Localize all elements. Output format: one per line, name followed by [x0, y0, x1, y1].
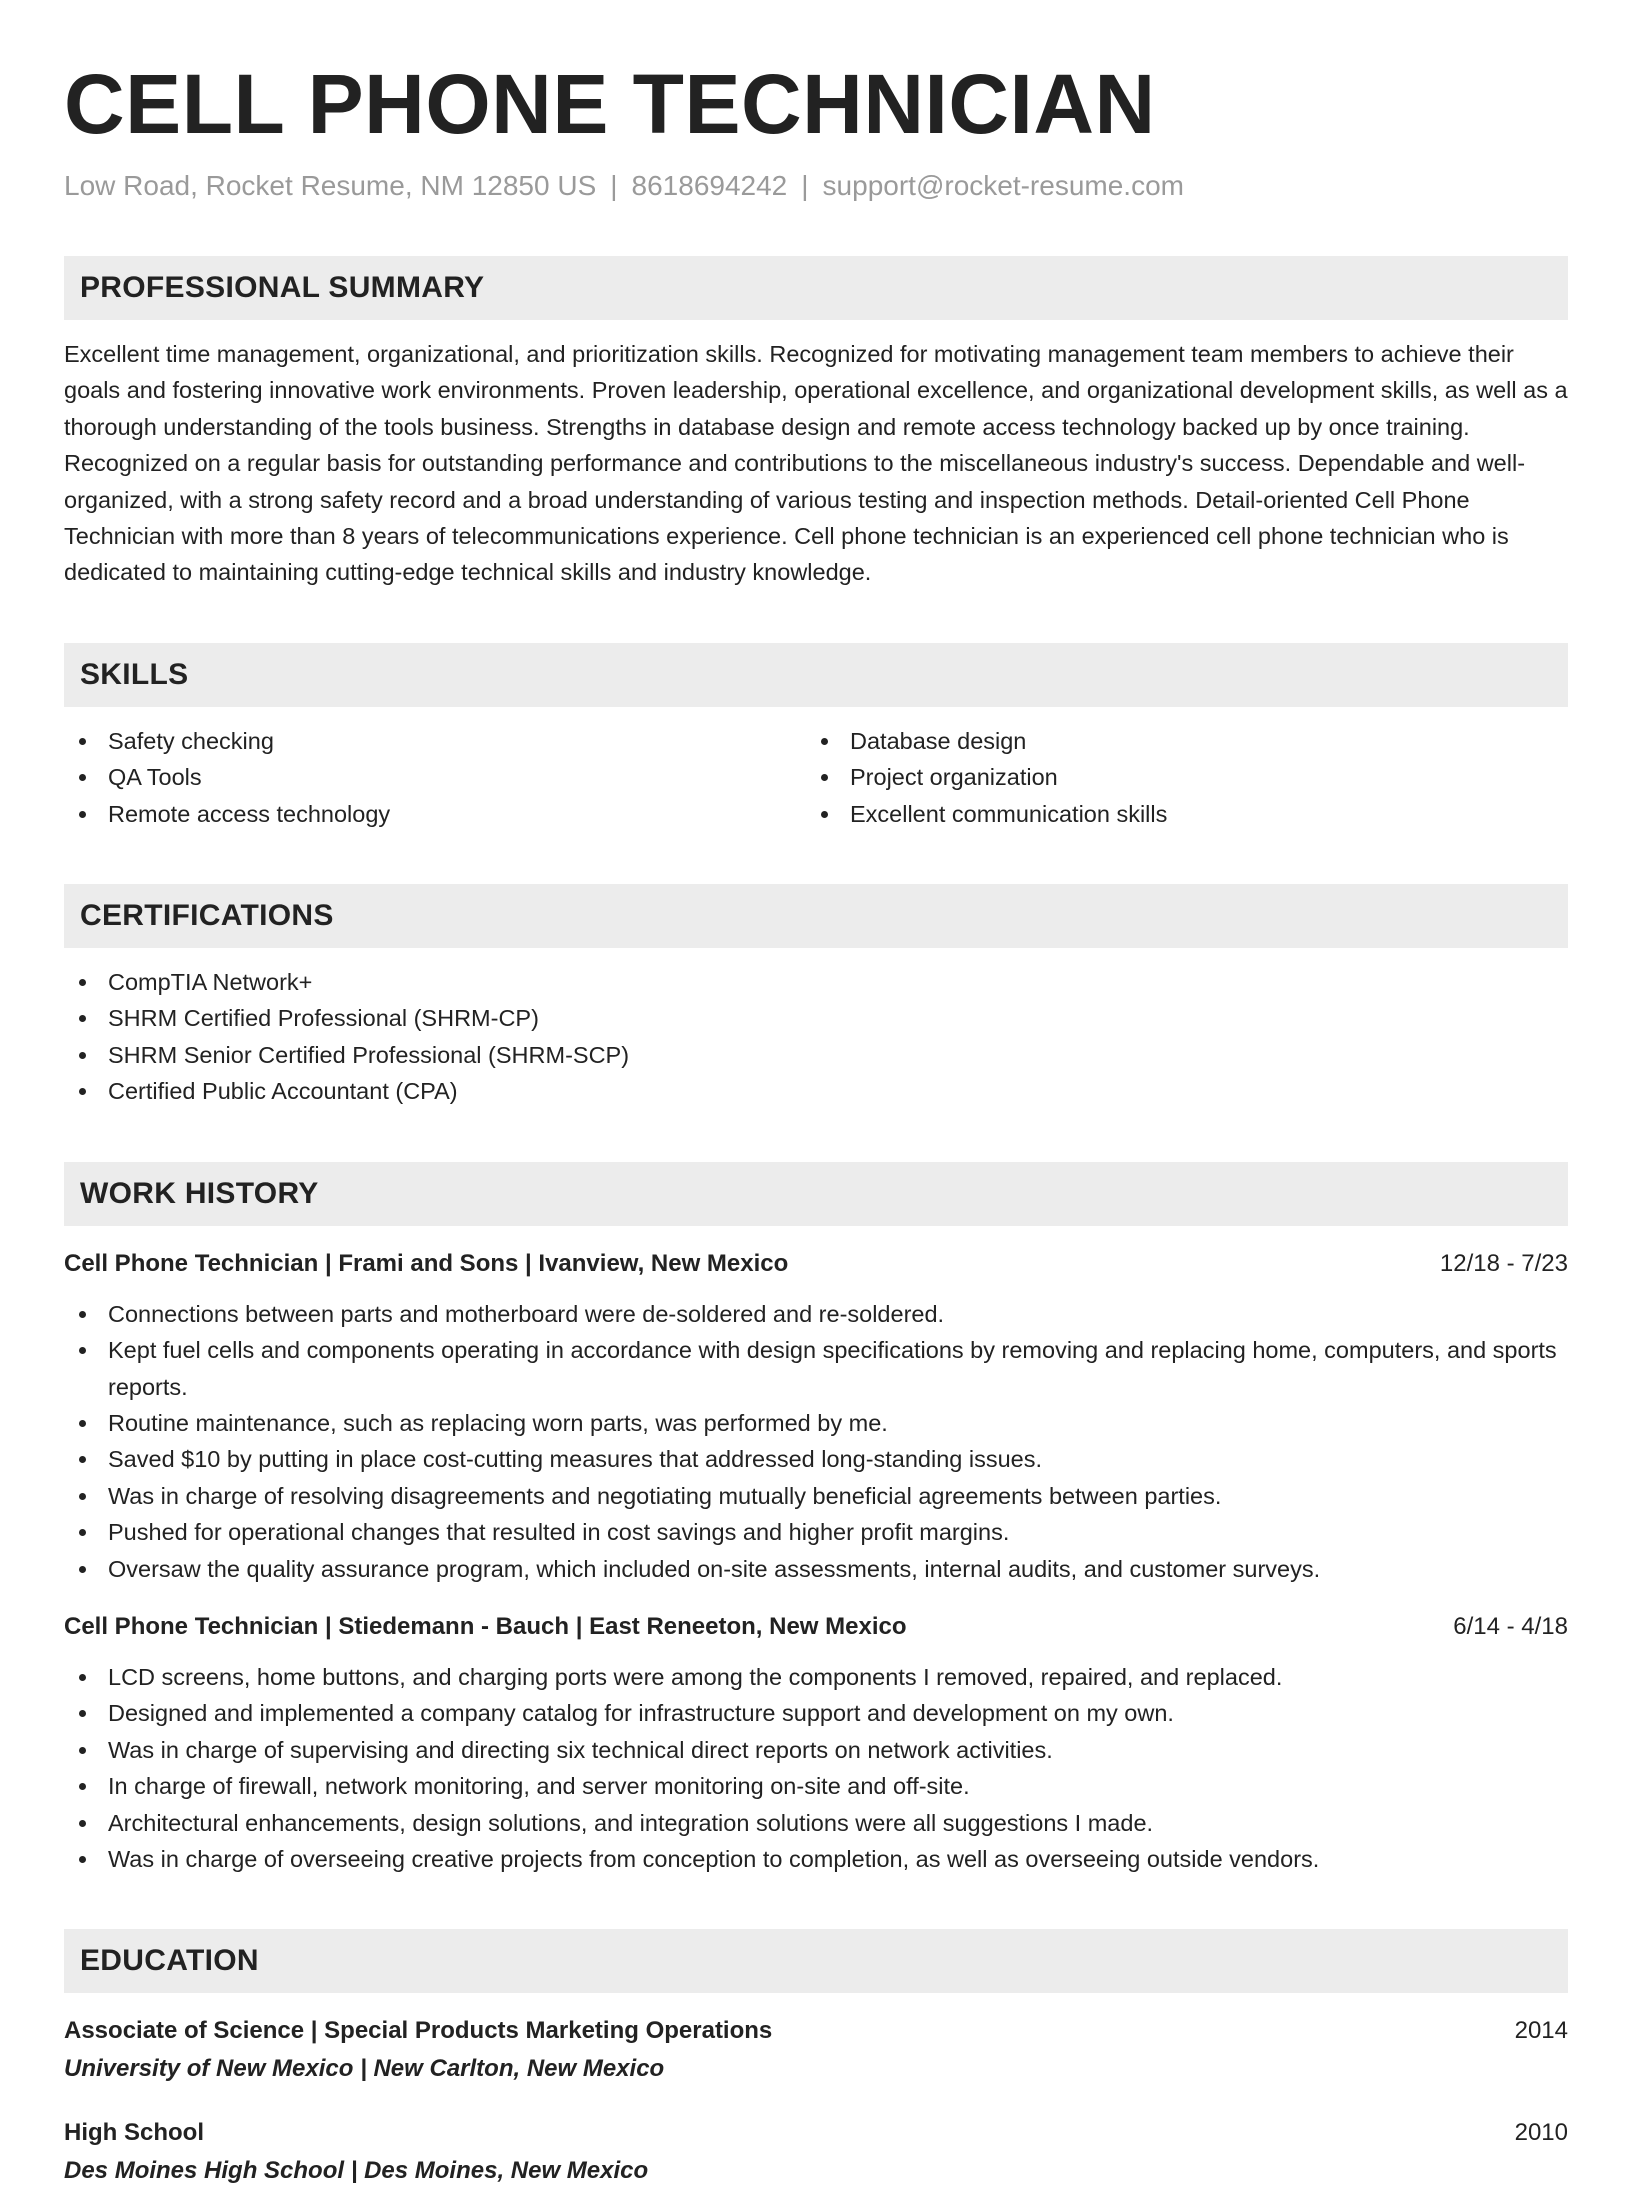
skill-item: Safety checking	[64, 723, 806, 759]
job-duty: LCD screens, home buttons, and charging ports were among the components I removed, repaired, and replaced.	[64, 1659, 1568, 1695]
contact-phone: 8618694242	[631, 170, 788, 201]
job-duty: Was in charge of resolving disagreements and negotiating mutually beneficial agreements between parties.	[64, 1478, 1568, 1514]
job-entry	[64, 1246, 1568, 1587]
section-header-skills: SKILLS	[64, 643, 1568, 707]
section-header-summary: PROFESSIONAL SUMMARY	[64, 256, 1568, 320]
candidate-name: CELL PHONE TECHNICIAN	[64, 57, 1156, 151]
skill-item: Excellent communication skills	[806, 796, 1548, 832]
section-header-certifications: CERTIFICATIONS	[64, 884, 1568, 948]
education-heading-row	[64, 2013, 1568, 2049]
resume-page	[64, 0, 1568, 2191]
job-heading-row	[64, 1246, 1568, 1282]
job-entry	[64, 1609, 1568, 1877]
certifications-list	[64, 964, 1568, 1110]
job-duty: Architectural enhancements, design solutions, and integration solutions were all suggestions I made.	[64, 1805, 1568, 1841]
certification-item: Certified Public Accountant (CPA)	[64, 1073, 1568, 1109]
contact-separator: |	[801, 170, 809, 201]
job-dates: 12/18 - 7/23	[1439, 1249, 1568, 1277]
certification-item: SHRM Certified Professional (SHRM-CP)	[64, 1000, 1568, 1036]
skills-list	[64, 723, 1568, 832]
skill-item: Project organization	[806, 759, 1548, 795]
section-header-education: EDUCATION	[64, 1929, 1568, 1993]
skills-column-right	[806, 723, 1548, 832]
skill-item: Database design	[806, 723, 1548, 759]
job-duty: In charge of firewall, network monitoring, and server monitoring on-site and off-site.	[64, 1768, 1568, 1804]
education-school: University of New Mexico | New Carlton, New Mexico	[64, 2055, 665, 2083]
job-duties-list	[64, 1659, 1568, 1877]
job-title: Cell Phone Technician | Frami and Sons | Ivanview, New Mexico	[64, 1249, 789, 1277]
job-duty: Connections between parts and motherboard were de-soldered and re-soldered.	[64, 1296, 1568, 1332]
job-duty: Was in charge of supervising and directing six technical direct reports on network activities.	[64, 1732, 1568, 1768]
job-duties-list	[64, 1296, 1568, 1587]
job-duty: Saved $10 by putting in place cost-cutting measures that addressed long-standing issues.	[64, 1441, 1568, 1477]
education-year: 2010	[1514, 2119, 1568, 2147]
education-entry	[64, 2013, 1568, 2089]
job-duty: Pushed for operational changes that resulted in cost savings and higher profit margins.	[64, 1514, 1568, 1550]
skills-column-left	[64, 723, 806, 832]
section-header-work-history: WORK HISTORY	[64, 1162, 1568, 1226]
education-school: Des Moines High School | Des Moines, New Mexico	[64, 2157, 649, 2185]
job-dates: 6/14 - 4/18	[1453, 1612, 1568, 1640]
job-title: Cell Phone Technician | Stiedemann - Bauch | East Reneeton, New Mexico	[64, 1612, 907, 1640]
education-degree: Associate of Science | Special Products Marketing Operations	[64, 2017, 773, 2045]
skill-item: Remote access technology	[64, 796, 806, 832]
education-entry	[64, 2115, 1568, 2191]
skill-item: QA Tools	[64, 759, 806, 795]
contact-line	[64, 168, 1568, 204]
summary-text: Excellent time management, organizational, and prioritization skills. Recognized for motivating management team members to achieve their goals and fostering innovative work environments. Proven leadership, operational excellence, and organizational development skills, as well as a thorough understanding of the tools business. Strengths in database design and remote access technology backed up by once training. Recognized on a regular basis for outstanding performance and contributions to the miscellaneous industry's success. Dependable and well-organized, with a strong safety record and a broad understanding of various testing and inspection methods. Detail-oriented Cell Phone Technician with more than 8 years of telecommunications experience. Cell phone technician is an experienced cell phone technician who is dedicated to maintaining cutting-edge technical skills and industry knowledge.	[64, 341, 1568, 586]
education-heading-row	[64, 2115, 1568, 2151]
certification-item: CompTIA Network+	[64, 964, 1568, 1000]
education-year: 2014	[1514, 2017, 1568, 2045]
contact-separator: |	[610, 170, 618, 201]
job-duty: Was in charge of overseeing creative projects from conception to completion, as well as overseeing outside vendors.	[64, 1841, 1568, 1877]
job-heading-row	[64, 1609, 1568, 1645]
contact-address: Low Road, Rocket Resume, NM 12850 US	[64, 170, 597, 201]
job-duty: Designed and implemented a company catalog for infrastructure support and development on my own.	[64, 1695, 1568, 1731]
job-duty: Routine maintenance, such as replacing worn parts, was performed by me.	[64, 1405, 1568, 1441]
contact-email: support@rocket-resume.com	[822, 170, 1184, 201]
job-duty: Kept fuel cells and components operating in accordance with design specifications by removing and replacing home, computers, and sports reports.	[64, 1332, 1568, 1405]
education-degree: High School	[64, 2119, 204, 2147]
job-duty: Oversaw the quality assurance program, which included on-site assessments, internal audits, and customer surveys.	[64, 1551, 1568, 1587]
certification-item: SHRM Senior Certified Professional (SHRM-SCP)	[64, 1037, 1568, 1073]
